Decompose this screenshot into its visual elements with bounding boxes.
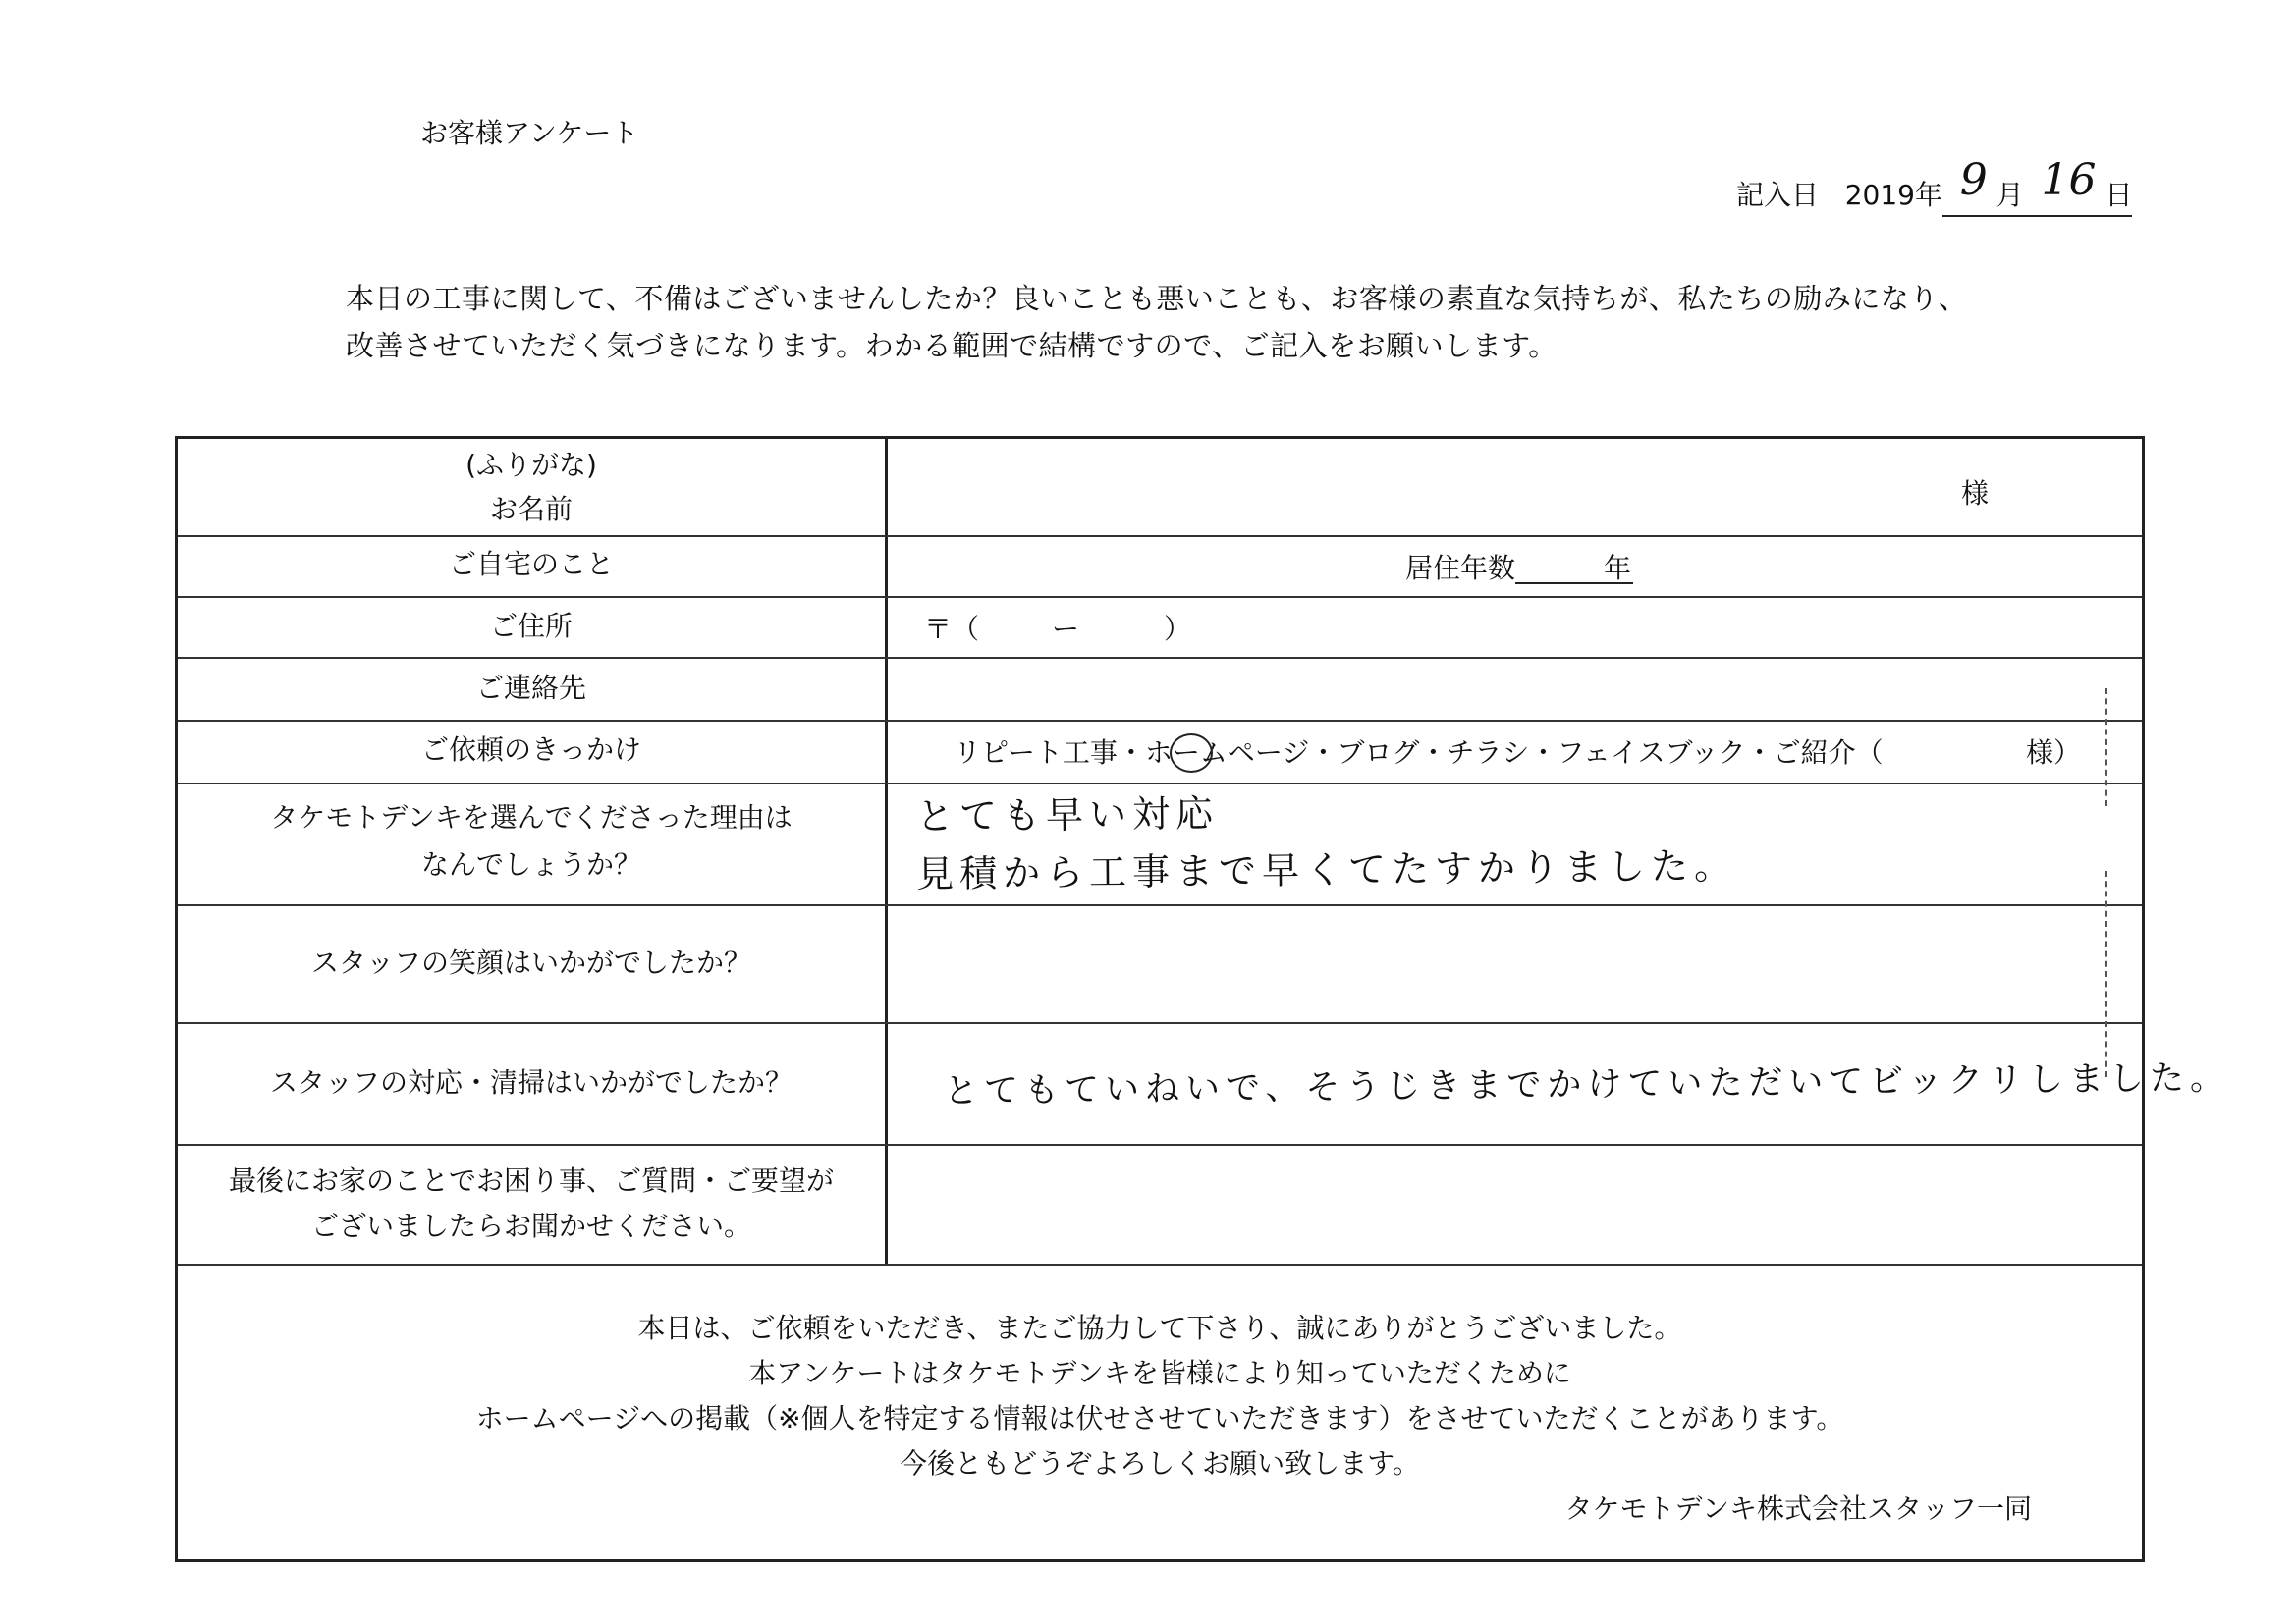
- last-label-1: 最後にお家のことでお困り事、ご質問・ご要望が: [228, 1164, 834, 1197]
- footer-line-4: 今後ともどうぞよろしくお願い致します。: [900, 1447, 1420, 1480]
- contact-label: ご連絡先: [475, 672, 586, 704]
- service-answer: とてもていねいで、そうじきまでかけていただいてビックリしました。: [943, 1058, 2231, 1111]
- intro-line-1: 本日の工事に関して、不備はございませんしたか？良いことも悪いことも、お客様の素直な気持ちが、私たちの励みになり、: [346, 282, 1968, 315]
- scan-mark: [2105, 688, 2107, 806]
- column-divider: [885, 439, 888, 1266]
- row-divider: [178, 657, 2142, 659]
- selection-circle: [1170, 733, 1213, 773]
- row-divider: [178, 720, 2142, 722]
- footer-signature: タケモトデンキ株式会社スタッフ一同: [1564, 1492, 2032, 1525]
- footer-line-3: ホームページへの掲載（※個人を特定する情報は伏せさせていただきます）をさせていただくことがあります。: [475, 1402, 1844, 1434]
- trigger-options: リピート工事・ホームページ・ブログ・チラシ・フェイスブック・ご紹介（: [954, 736, 1884, 769]
- trigger-label: ご依頼のきっかけ: [420, 733, 641, 766]
- footer-line-1: 本日は、ご依頼をいただき、またご協力して下さり、誠にありがとうございました。: [637, 1312, 1682, 1344]
- survey-form: [175, 436, 2231, 1562]
- reason-answer-2: 見積から工事まで早くてたすかりました。: [915, 843, 1738, 896]
- address-label: ご住所: [489, 610, 573, 642]
- postal-dash: ー: [1052, 613, 1080, 645]
- reason-answer-1: とても早い対応: [915, 791, 1220, 839]
- footer-line-2: 本アンケートはタケモトデンキを皆様により知っていただくために: [748, 1357, 1571, 1389]
- residence-label: 居住年数: [1405, 552, 1516, 584]
- scan-mark: [2105, 871, 2107, 1077]
- date-day: 16: [2041, 155, 2097, 205]
- intro-line-2: 改善させていただく気づきになります。わかる範囲で結構ですので、ご記入をお願いします。: [346, 329, 1558, 362]
- row-divider: [178, 1264, 2142, 1266]
- residence-unit: 年: [1604, 552, 1632, 584]
- name-suffix: 様: [1961, 477, 1990, 510]
- postal-close: ）: [1164, 613, 1192, 645]
- date-month-unit: 月: [1995, 179, 2024, 211]
- postal-mark: 〒（: [924, 613, 980, 645]
- smile-label: スタッフの笑顔はいかがでしたか？: [310, 947, 751, 979]
- survey-title: お客様アンケート: [420, 117, 639, 149]
- date-year: 2019年: [1844, 179, 1942, 211]
- trigger-suffix: 様）: [2026, 736, 2082, 769]
- name-label: お名前: [489, 493, 573, 525]
- row-divider: [178, 535, 2142, 537]
- date-day-unit: 日: [2105, 179, 2133, 211]
- last-label-2: ございましたらお聞かせください。: [310, 1210, 751, 1242]
- reason-label-1: タケモトデンキを選んでくださった理由は: [270, 801, 793, 834]
- row-divider: [178, 1022, 2142, 1024]
- furigana-label: (ふりがな): [465, 449, 597, 481]
- reason-label-2: なんでしょうか？: [420, 848, 641, 881]
- home-label: ご自宅のこと: [448, 548, 614, 580]
- date-label: 記入日: [1736, 179, 1820, 211]
- date-underline: [1942, 155, 2133, 217]
- date-month: 9: [1959, 155, 1988, 205]
- row-divider: [178, 1144, 2142, 1146]
- row-divider: [178, 596, 2142, 598]
- entry-date: [1736, 155, 2133, 217]
- row-divider: [178, 904, 2142, 906]
- service-label: スタッフの対応・清掃はいかがでしたか？: [269, 1066, 793, 1099]
